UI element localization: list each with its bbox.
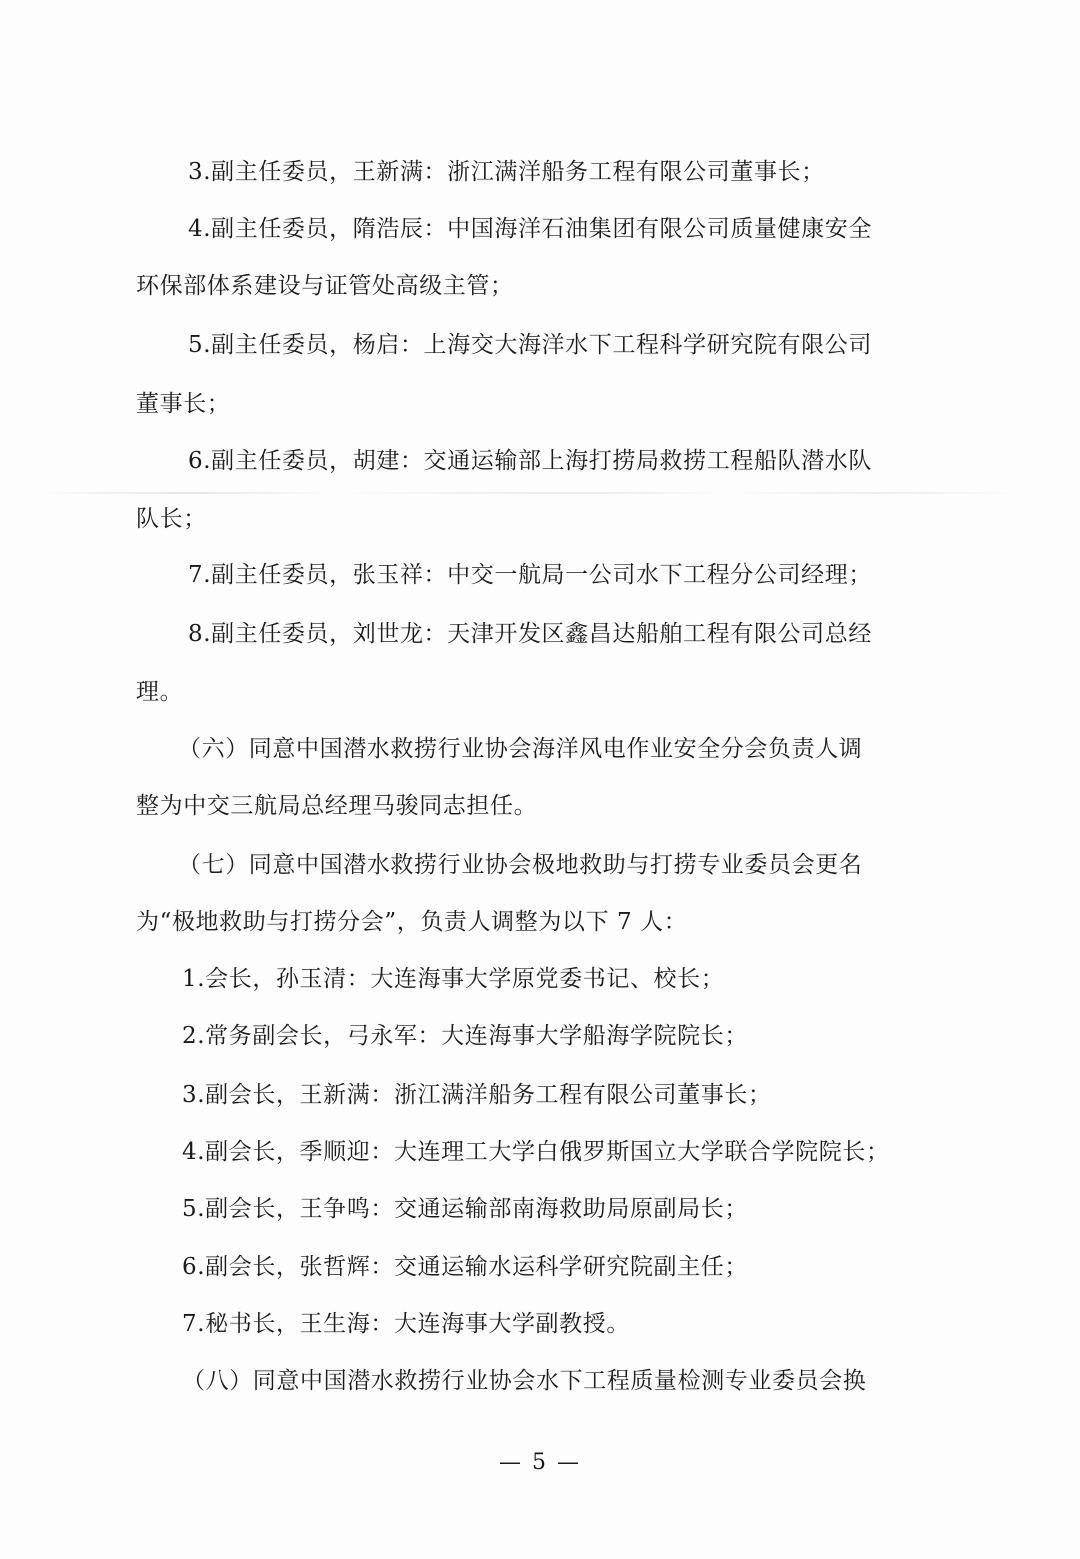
- text-line: 为“极地救助与打捞分会”，负责人调整为以下 7 人：: [136, 909, 688, 935]
- text-line: 1.会长，孙玉清：大连海事大学原党委书记、校长；: [182, 966, 725, 992]
- scan-artifact: [40, 492, 1020, 494]
- text-line: 6.副主任委员，胡建：交通运输部上海打捞局救捞工程船队潜水队: [188, 448, 872, 474]
- text-line: （八）同意中国潜水救捞行业协会水下工程质量检测专业委员会换: [182, 1368, 867, 1394]
- text-line: 2.常务副会长，弓永军：大连海事大学船海学院院长；: [182, 1023, 748, 1049]
- page-number: — 5 —: [499, 1450, 581, 1475]
- text-line: 董事长；: [136, 391, 231, 417]
- text-line: 5.副会长，王争鸣：交通运输部南海救助局原副局长；: [182, 1196, 748, 1222]
- text-line: 队长；: [136, 506, 207, 532]
- text-line: 6.副会长，张哲辉：交通运输水运科学研究院副主任；: [182, 1254, 748, 1280]
- text-line: 5.副主任委员，杨启：上海交大海洋水下工程科学研究院有限公司: [188, 332, 872, 358]
- text-line: 环保部体系建设与证管处高级主管；: [136, 273, 514, 299]
- text-line: 8.副主任委员，刘世龙：天津开发区鑫昌达船舶工程有限公司总经: [188, 621, 872, 647]
- text-line: 7.秘书长，王生海：大连海事大学副教授。: [182, 1311, 630, 1337]
- text-line: 4.副会长，季顺迎：大连理工大学白俄罗斯国立大学联合学院院长；: [182, 1139, 890, 1165]
- text-line: 7.副主任委员，张玉祥：中交一航局一公司水下工程分公司经理；: [188, 562, 872, 588]
- text-line: 整为中交三航局总经理马骏同志担任。: [136, 793, 538, 819]
- text-line: （七）同意中国潜水救捞行业协会极地救助与打捞专业委员会更名: [178, 852, 863, 878]
- text-line: 4.副主任委员，隋浩辰：中国海洋石油集团有限公司质量健康安全: [188, 216, 872, 242]
- text-line: 理。: [136, 679, 184, 705]
- text-line: 3.副会长，王新满：浙江满洋船务工程有限公司董事长；: [182, 1082, 772, 1108]
- text-line: 3.副主任委员，王新满：浙江满洋船务工程有限公司董事长；: [188, 159, 825, 185]
- text-line: （六）同意中国潜水救捞行业协会海洋风电作业安全分会负责人调: [178, 736, 863, 762]
